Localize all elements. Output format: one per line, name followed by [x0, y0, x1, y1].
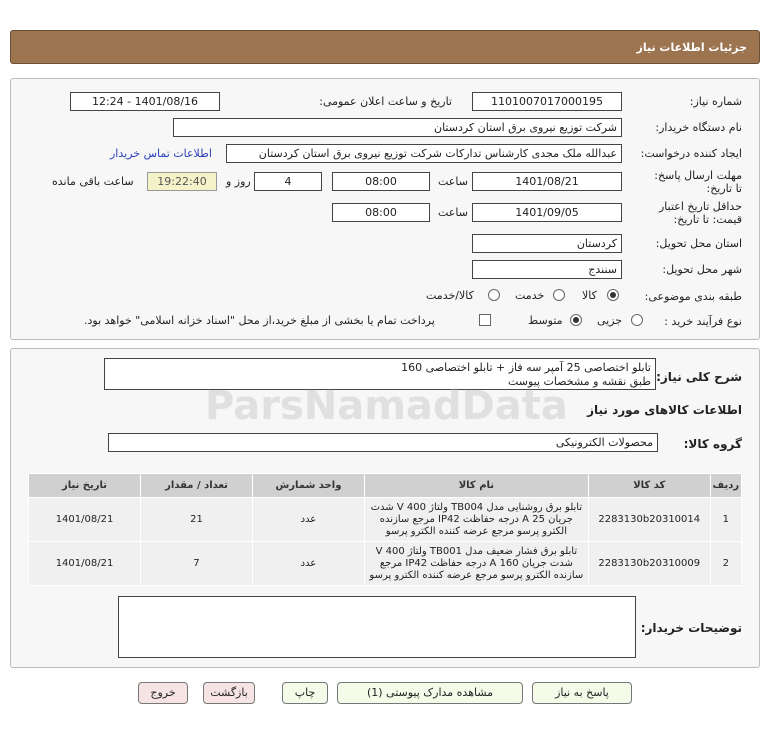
row-date: 1401/08/21 [29, 498, 141, 542]
category-goods-service-label: کالا/خدمت [426, 289, 474, 302]
buyer-notes-label: توضیحات خریدار: [640, 621, 742, 635]
goods-section-title: اطلاعات کالاهای مورد نیاز [587, 403, 742, 417]
city-label: شهر محل تحویل: [662, 263, 742, 276]
description-line-2: طبق نقشه و مشخصات پیوست [507, 375, 651, 388]
row-number: 2 [710, 542, 741, 586]
watermark: ParsNamadData [205, 383, 568, 429]
description-box [104, 358, 656, 390]
creator-field: عبدالله ملک مجدی کارشناس تدارکات شرکت توزیع نیروی برق استان کردستان [226, 144, 622, 163]
row-code: 2283130b20310014 [588, 498, 710, 542]
announce-label: تاریخ و ساعت اعلان عمومی: [319, 95, 452, 108]
category-label: طبقه بندی موضوعی: [644, 290, 742, 303]
remaining-time-field: 19:22:40 [147, 172, 217, 191]
row-qty: 7 [141, 542, 253, 586]
reply-time-field: 08:00 [332, 172, 430, 191]
reply-time-label: ساعت [438, 175, 468, 188]
remaining-time-label: ساعت باقی مانده [52, 175, 134, 188]
exit-button[interactable]: خروج [138, 682, 188, 704]
row-date: 1401/08/21 [29, 542, 141, 586]
buyer-org-label: نام دستگاه خریدار: [655, 121, 742, 134]
page-header [10, 30, 760, 64]
col-date: تاریخ نیاز [29, 474, 141, 498]
creator-label: ایجاد کننده درخواست: [640, 147, 742, 160]
category-goods-label: کالا [582, 289, 597, 302]
col-unit: واحد شمارش [252, 474, 364, 498]
treasury-payment-note: پرداخت تمام یا بخشی از مبلغ خرید،از محل "اسناد خزانه اسلامی" خواهد بود. [84, 314, 435, 327]
goods-table-header [29, 474, 742, 498]
goods-table [28, 473, 742, 586]
validity-date-field: 1401/09/05 [472, 203, 622, 222]
col-name: نام کالا [364, 474, 588, 498]
goods-group-field: محصولات الکترونیکی [108, 433, 658, 452]
row-unit: عدد [252, 498, 364, 542]
validity-time-field: 08:00 [332, 203, 430, 222]
category-service-label: خدمت [515, 289, 545, 302]
treasury-payment-checkbox[interactable] [479, 314, 491, 326]
buyer-notes-box [118, 596, 636, 658]
reply-deadline-label [646, 169, 742, 195]
row-number: 1 [710, 498, 741, 542]
days-field: 4 [254, 172, 322, 191]
validity-time-label: ساعت [438, 206, 468, 219]
description-line-1: تابلو اختصاصی 25 آمپر سه فاز + تابلو اختصاصی 160 [401, 361, 651, 374]
validity-text: حداقل تاریخ اعتبار قیمت: تا تاریخ: [658, 200, 742, 226]
description-label: شرح کلی نیاز: [656, 370, 742, 384]
purchase-radio-medium[interactable] [570, 314, 582, 326]
category-radio-service[interactable] [553, 289, 565, 301]
contact-info-link[interactable]: اطلاعات تماس خریدار [110, 147, 212, 160]
need-number-field: 1101007017000195 [472, 92, 622, 111]
attachments-button[interactable]: مشاهده مدارک پیوستی (1) [337, 682, 523, 704]
row-code: 2283130b20310009 [588, 542, 710, 586]
reply-deadline-text: مهلت ارسال پاسخ: تا تاریخ: [654, 169, 742, 195]
purchase-radio-minor[interactable] [631, 314, 643, 326]
row-name: تابلو برق روشنایی مدل TB004 ولتاژ 400 V شدت جریان 25 A درجه حفاظت IP42 مرجع سازنده الکترو پرسو مرجع عرضه کننده الکترو پرسو [364, 498, 588, 542]
city-field: سنندج [472, 260, 622, 279]
row-name: تابلو برق فشار ضعیف مدل TB001 ولتاژ 400 V شدت جریان 160 A درجه حفاظت IP42 مرجع سازنده الکترو پرسو مرجع عرضه کننده الکترو پرسو [364, 542, 588, 586]
row-unit: عدد [252, 542, 364, 586]
row-qty: 21 [141, 498, 253, 542]
col-code: کد کالا [588, 474, 710, 498]
purchase-minor-label: جزیی [597, 314, 623, 327]
goods-group-label: گروه کالا: [683, 437, 742, 451]
table-row [29, 498, 742, 542]
category-radio-goods[interactable] [607, 289, 619, 301]
need-number-label: شماره نیاز: [689, 95, 742, 108]
back-button[interactable]: بازگشت [203, 682, 255, 704]
col-qty: تعداد / مقدار [141, 474, 253, 498]
category-radio-goods-service[interactable] [488, 289, 500, 301]
announce-field: 1401/08/16 - 12:24 [70, 92, 220, 111]
buyer-org-field: شرکت توزیع نیروی برق استان کردستان [173, 118, 622, 137]
province-label: استان محل تحویل: [655, 237, 742, 250]
purchase-medium-label: متوسط [528, 314, 563, 327]
validity-label [646, 200, 742, 226]
days-label: روز و [226, 175, 251, 188]
col-row: ردیف [710, 474, 741, 498]
table-row [29, 542, 742, 586]
reply-button[interactable]: پاسخ به نیاز [532, 682, 632, 704]
purchase-type-label: نوع فرآیند خرید : [664, 315, 742, 328]
print-button[interactable]: چاپ [282, 682, 328, 704]
page-title: جزئیات اطلاعات نیاز [636, 41, 747, 54]
province-field: کردستان [472, 234, 622, 253]
reply-date-field: 1401/08/21 [472, 172, 622, 191]
